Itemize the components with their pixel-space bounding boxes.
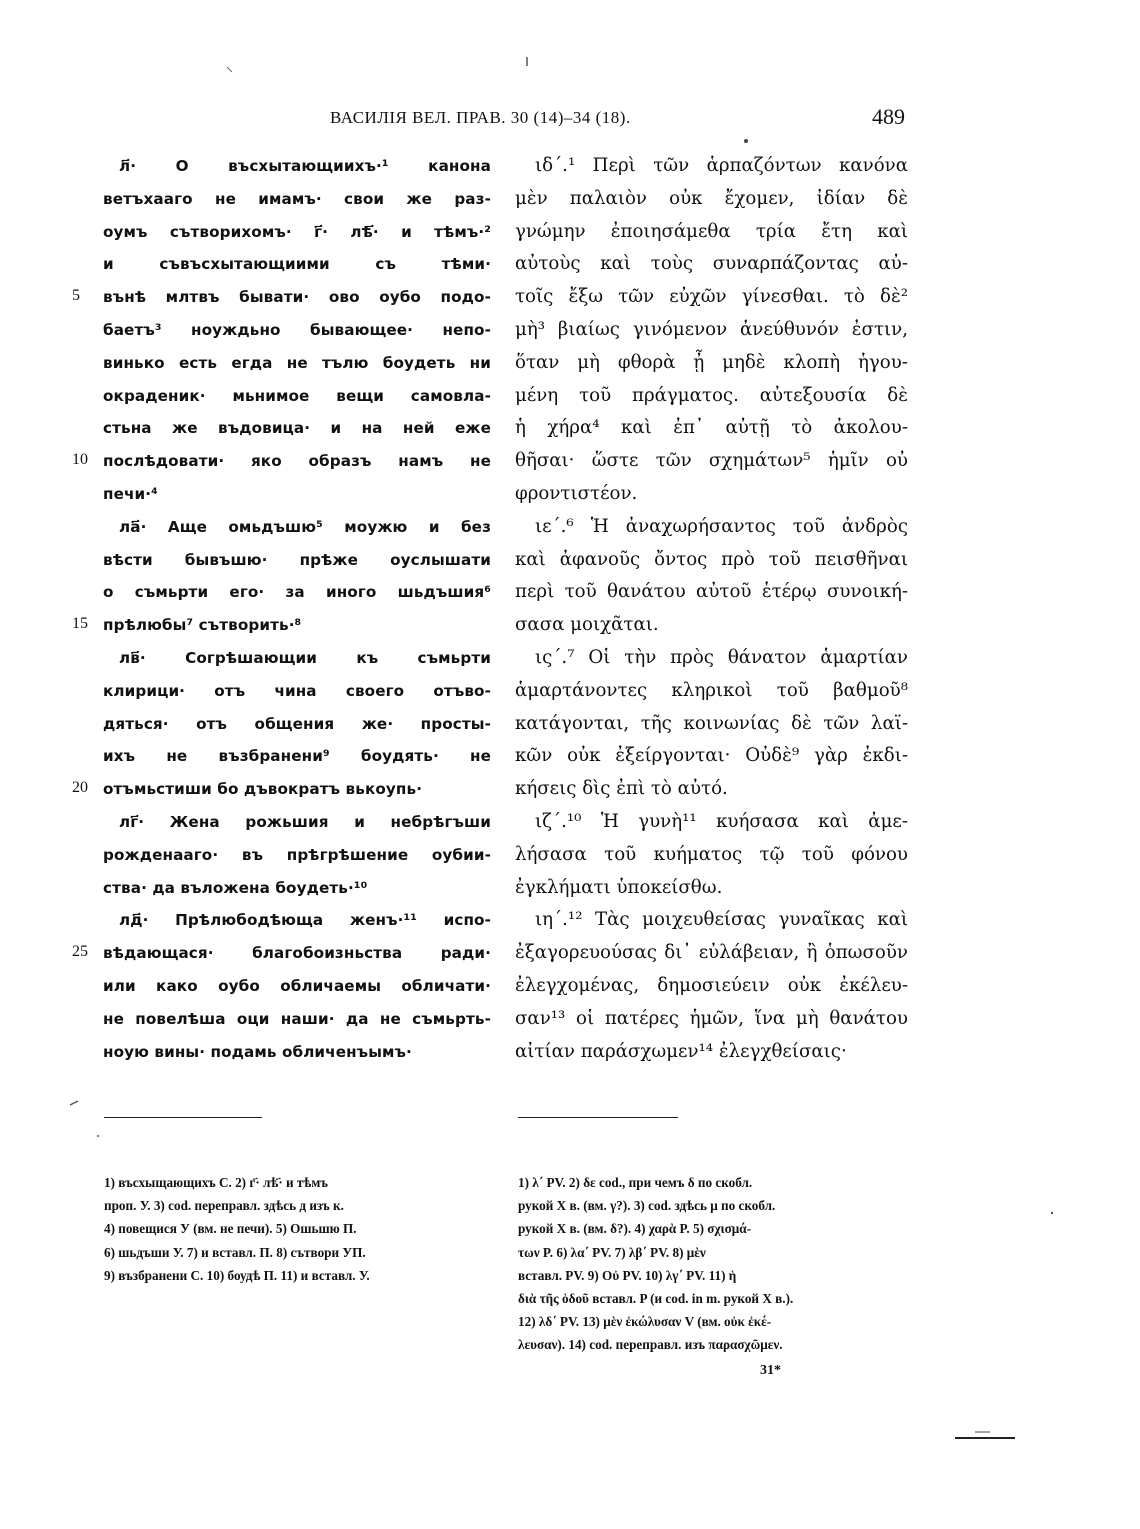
text-line: ιζ΄.¹⁰ Ἡ γυνὴ¹¹ κυήσασα καὶ ἀμε- bbox=[535, 810, 908, 832]
text-line: θῆσαι· ὥστε τῶν σχημάτων⁵ ἡμῖν οὐ bbox=[515, 450, 908, 472]
text-line: дяться· отъ общения же· просты- bbox=[103, 714, 492, 733]
text-line: не повелѣша оци наши· да не съмьрть- bbox=[103, 1009, 491, 1028]
text-line: клирици· отъ чина своего отъво- bbox=[103, 681, 491, 700]
footnote-line: 9) възбранени С. 10) боудѣ П. 11) и вставл. У. bbox=[104, 1267, 370, 1283]
text-line: л҃· О въсхытающиихъ·¹ канона bbox=[119, 157, 491, 175]
text-line: περὶ τοῦ θανάτου αὐτοῦ ἑτέρῳ συνοική- bbox=[515, 581, 909, 603]
text-line: ιη΄.¹² Τὰς μοιχευθείσας γυναῖκας καὶ bbox=[535, 909, 909, 931]
text-line: κατάγονται, τῆς κοινωνίας δὲ τῶν λαϊ- bbox=[515, 712, 909, 734]
page-header bbox=[330, 104, 905, 134]
footnote-line: рукой X в. (вм. δ?). 4) χαρὰ P. 5) σχισμά- bbox=[518, 1221, 752, 1237]
text-line: γνώμην ἐποιησάμεθα τρία ἔτη καὶ bbox=[515, 220, 908, 242]
text-line: μὴ³ βιαίως γινόμενον ἀνεύθυνόν ἐστιν, bbox=[515, 318, 908, 340]
signature-mark: 31* bbox=[760, 1363, 781, 1378]
text-line: ὅταν μὴ φθορὰ ᾖ μηδὲ κλοπὴ ἡγου- bbox=[515, 351, 908, 373]
text-line: κήσεις δὶς ἐπὶ τὸ αὐτό. bbox=[515, 778, 728, 800]
text-line: ноую вины· подамь обличенъымъ· bbox=[103, 1042, 412, 1061]
footnote-line: вставл. PV. 9) Οὐ PV. 10) λγ΄ PV. 11) ἡ bbox=[518, 1267, 737, 1283]
text-line: ветъхааго не имамъ· свои же раз- bbox=[103, 189, 491, 208]
text-line: послѣдовати· яко образъ намъ не bbox=[103, 452, 491, 471]
text-line: печи·⁴ bbox=[103, 484, 158, 503]
text-line: стьна же въдовица· и на ней еже bbox=[103, 419, 491, 438]
text-line: вѣсти бывъшю· прѣже оуслышати bbox=[103, 550, 492, 569]
text-line: αἰτίαν παράσχωμεν¹⁴ ἐλεγχθείσαις· bbox=[515, 1040, 847, 1062]
footnote-line: διὰ τῆς ὁδοῦ вставл. P (и cod. in m. рукой X в.). bbox=[518, 1290, 794, 1306]
text-line: вѣдающася· благобоизньства ради· bbox=[103, 944, 491, 963]
footnote-line: 1) λ΄ PV. 2) δε cod., при чемъ δ по скобл. bbox=[518, 1175, 753, 1190]
text-line: καὶ ἀφανοῦς ὄντος πρὸ τοῦ πεισθῆναι bbox=[515, 548, 908, 570]
text-line: или како оубо обличаемы обличати· bbox=[103, 976, 491, 995]
text-line: ἐλεγχομένας, δημοσιεύειν οὐκ ἐκέλευ- bbox=[515, 974, 908, 996]
text-line: μὲν παλαιὸν οὐκ ἔχομεν, ἰδίαν δὲ bbox=[515, 187, 909, 209]
slavonic-column bbox=[103, 150, 491, 1068]
text-line: κῶν οὐκ ἐξείργονται· Οὐδὲ⁹ γὰρ ἐκδι- bbox=[515, 745, 909, 767]
text-line: ла҃· Аще омьдъшю⁵ моужю и без bbox=[119, 517, 491, 536]
text-line: ιδ΄.¹ Περὶ τῶν ἁρπαζόντων κανόνα bbox=[535, 155, 909, 176]
line-number: 5 bbox=[72, 287, 80, 304]
text-line: λήσασα τοῦ κυήματος τῷ τοῦ φόνου bbox=[515, 843, 908, 865]
page-number: 489 bbox=[872, 104, 905, 129]
text-line: прѣлюбы⁷ сътворить·⁸ bbox=[103, 616, 302, 635]
line-number: 25 bbox=[72, 943, 88, 960]
footnote-separator bbox=[104, 1117, 262, 1118]
text-line: ἐγκλήματι ὑποκείσθω. bbox=[515, 876, 723, 898]
text-line: μένη τοῦ πράγματος. αὐτεξουσία δὲ bbox=[515, 384, 909, 406]
footnote-separator bbox=[518, 1117, 678, 1118]
text-line: о съмьрти его· за иного шьдъшия⁶ bbox=[103, 583, 492, 602]
text-line: ις΄.⁷ Οἱ τὴν πρὸς θάνατον ἁμαρτίαν bbox=[535, 646, 908, 668]
text-line: ἐξαγορευούσας δι᾽ εὐλάβειαν, ἢ ὁπωσοῦν bbox=[515, 942, 908, 964]
text-line: σαν¹³ οἱ πατέρες ἡμῶν, ἵνα μὴ θανάτου bbox=[515, 1007, 908, 1029]
line-number: 15 bbox=[72, 615, 88, 632]
line-number: 20 bbox=[72, 779, 88, 796]
footnote-line: рукой X в. (вм. γ?). 3) cod. здѣсь μ по скобл. bbox=[518, 1198, 776, 1214]
text-line: σασα μοιχᾶται. bbox=[515, 614, 659, 636]
footnote-line: проп. У. 3) cod. перепрaвл. здѣсь д изъ к. bbox=[104, 1198, 344, 1214]
footnote-line: λευσαν). 14) cod. перепрaвл. изъ παρασχῶμεν. bbox=[518, 1337, 783, 1353]
text-line: лг҃· Жена рожьшия и небрѣгъши bbox=[119, 812, 492, 831]
footnotes-left bbox=[104, 1171, 494, 1287]
text-line: и съвъсхытающиими съ тѣми· bbox=[103, 255, 491, 274]
text-line: τοῖς ἔξω τῶν εὐχῶν γίνεσθαι. τὸ δὲ² bbox=[515, 286, 908, 308]
text-line: лд҃· Прѣлюбодѣюща женъ·¹¹ испо- bbox=[119, 911, 491, 930]
text-line: рожденааго· въ прѣгрѣшение оубии- bbox=[103, 845, 491, 864]
text-line: оумъ сътворихомъ· г҃· лѣ҃· и тѣмъ·² bbox=[103, 222, 491, 241]
footnotes-right bbox=[518, 1171, 910, 1357]
text-line: винько есть егда не тълю боудеть ни bbox=[103, 353, 491, 372]
text-line: баетъ³ ноуждьно бывающее· непо- bbox=[103, 320, 491, 339]
running-head: ВАСИЛІЯ ВЕЛ. ПРАВ. 30 (14)–34 (18). bbox=[330, 108, 631, 127]
line-number: 10 bbox=[72, 451, 88, 468]
text-line: ιε΄.⁶ Ἡ ἀναχωρήσαντος τοῦ ἀνδρὸς bbox=[535, 515, 909, 537]
text-line: окраденик· мьнимое вещи самовла- bbox=[103, 386, 491, 405]
text-line: ἡ χήρα⁴ καὶ ἐπ᾽ αὐτῇ τὸ ἀκολου- bbox=[515, 417, 908, 439]
text-line: ихъ не възбранени⁹ боудять· не bbox=[103, 747, 491, 766]
greek-column bbox=[515, 150, 908, 1068]
footnote-line: 12) λδ΄ PV. 13) μὲν ἐκώλυσαν V (вм. οὐκ ἐκέ- bbox=[518, 1314, 772, 1330]
text-line: лв҃· Согрѣшающии къ съмьрти bbox=[119, 648, 492, 667]
footnote-line: 4) повещися У (вм. не печи). 5) Ошьшю П. bbox=[104, 1221, 357, 1237]
footnote-line: των P. 6) λα΄ PV. 7) λβ΄ PV. 8) μὲν bbox=[518, 1244, 706, 1260]
text-line: αὐτοὺς καὶ τοὺς συναρπάζοντας αὐ- bbox=[515, 253, 909, 275]
text-line: вънѣ млтвъ бывати· ово оубо подо- bbox=[103, 288, 491, 307]
text-line: ἁμαρτάνοντες κληρικοὶ τοῦ βαθμοῦ⁸ bbox=[515, 679, 908, 701]
text-line: φροντιστέον. bbox=[515, 482, 638, 504]
text-line: отъмьстиши бо дъвократъ вькоупь· bbox=[103, 780, 423, 799]
footnote-line: 6) шьдъши У. 7) и вставл. П. 8) сътвори УП. bbox=[104, 1244, 366, 1260]
text-line: ства· да въложена боудеть·¹⁰ bbox=[103, 878, 368, 897]
footnote-line: 1) въсхыщающихъ С. 2) г҃· лѣ҃· и тѣмъ bbox=[104, 1175, 328, 1190]
